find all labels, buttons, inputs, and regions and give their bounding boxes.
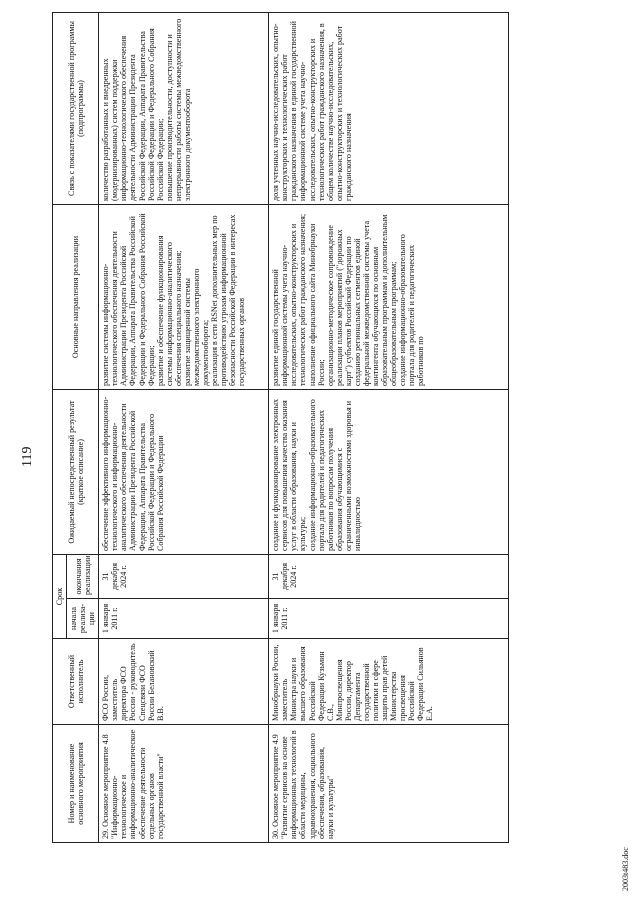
header-num-name: Номер и наименование основного мероприятия — [53, 725, 99, 843]
measures-table — [52, 12, 509, 843]
row-directions: развитие единой государственной информационной системы учета научно-исследовательских, опытно-конструкторских и технологических работ гражданского назначения; наполнение официального сайта Минобрнауки России; организационно-методическое сопровождение реализации планов мероприятий ("дорожных карт") субъектов Российской Федерации по созданию региональных сегментов единой федеральной межведомственной системы учета контингента обучающихся по основным образовательным программам и дополнительным общеобразовательным программам; создание информационно-образовательного портала для родителей и педагогических работников по — [269, 205, 509, 390]
row-executor: ФСО России, заместитель директора ФСО России - руководитель Спецсвязи ФСО России Белановский В.В. — [99, 639, 269, 725]
row-result: создание и функционирование электронных сервисов для повышения качества оказания услуг в области образования, науки и культуры; создание информационно-образовательного портала для родителей и педагогических работников по вопросам получения образования обучающимися с ограниченными возможностями здоровья и инвалидностью — [269, 390, 509, 555]
row-result: обеспечение эффективного информационно-технологического и информационно-аналитического обеспечения деятельности Администрации Президента Российской Федерации, Аппарата Правительства Российской Федерации и Федерального Собрания Российской Федерации — [99, 390, 269, 555]
row-num-name — [99, 725, 269, 843]
row-end: 31 декабря 2024 г. — [269, 555, 509, 599]
row-start: 1 января 2011 г. — [99, 599, 269, 639]
row-directions: развитие системы информационно-технологического обеспечения деятельности Администрации Президента Российской Федерации, Аппарата Правительства Российской Федерации и Федерального Собрания Российской Федерации; развитие и обеспечение функционирования системы информационно-аналитического обеспечения специального назначения; развитие защищенной системы межведомственного электронного документооборота; реализация в сети RSNet дополнительных мер по противодействию угрозам информационной безопасности Российской Федерации в интересах государственных органов — [99, 205, 269, 390]
header-executor: Ответственный исполнитель — [53, 639, 99, 725]
table-row — [269, 13, 509, 843]
header-row-1 — [53, 13, 67, 843]
header-start: начала реализа-ции — [67, 599, 99, 639]
row-link: доля учтенных научно-исследовательских, опытно-конструкторских и технологических работ гражданского назначения в единой государственной информационной системе учета научно-исследовательских, опытно-конструкторских и технологических работ гражданского назначения, в общем количестве научно-исследовательских, опытно-конструкторских и технологических работ гражданского назначения — [269, 13, 509, 205]
header-term: Срок — [53, 555, 67, 639]
header-directions: Основные направления реализации — [53, 205, 99, 390]
row-name: Основное мероприятие 4.9 "Развитие сервисов на основе информационных технологий в области медицины, здравоохранения, социального обеспечения, образования, науки и культуры" — [271, 730, 335, 839]
document-id: 2003t483.doc — [621, 847, 630, 891]
row-number: 30. — [271, 828, 281, 839]
row-start: 1 января 2011 г. — [269, 599, 509, 639]
row-link: количество разработанных и внедренных (модернизированных) систем поддержки информационно-технологического обеспечения деятельности Администрации Президента Российской Федерации, Аппарата Правительства Российской Федерации и Федерального Собрания Российской Федерации; повышение производительности, доступности и непрерывности работы системы межведомственного электронного документооборота — [99, 13, 269, 205]
header-result: Ожидаемый непосредственный результат (краткое описание) — [53, 390, 99, 555]
row-end: 31 декабря 2024 г. — [99, 555, 269, 599]
page-number: 119 — [20, 446, 35, 467]
table-row — [99, 13, 269, 843]
row-executor: Минобрнауки России, заместитель Министра науки и высшего образования Российской Федерации Кузьмин С.В., Минпросвещения России, директор Департамента государственной политики в сфере защиты прав детей Министерства просвещения Российской Федерации Сильянов Е.А. — [269, 639, 509, 725]
row-name: Основное мероприятие 4.8 "Информационно-технологическое и информационно-аналитическое обеспечение деятельности отдельных органов государственной власти" — [101, 729, 165, 839]
header-end: окончания реализации — [67, 555, 99, 599]
row-num-name — [269, 725, 509, 843]
row-number: 29. — [101, 828, 111, 839]
header-link: Связь с показателями государственной программы (подпрограммы) — [53, 13, 99, 205]
